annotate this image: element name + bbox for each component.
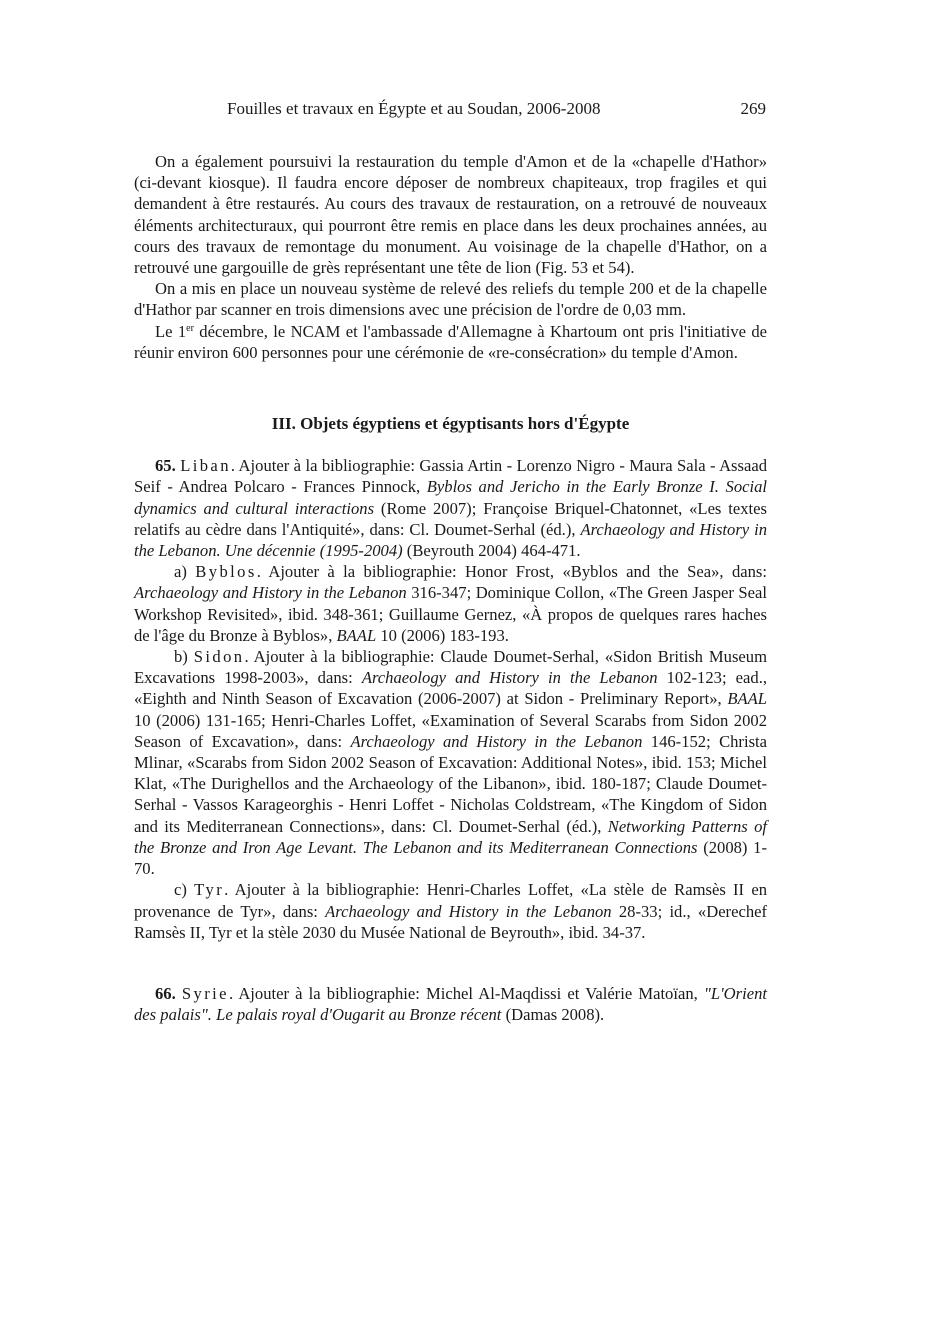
subentry-place: Tyr bbox=[194, 880, 225, 900]
book-title: Archaeology and History in the Lebanon bbox=[134, 583, 407, 603]
entry-text: (2008) 1-70. bbox=[134, 837, 768, 879]
entry-text: (Damas 2008). bbox=[501, 1005, 605, 1025]
entry-text: 10 (2006) 131-165; Henri-Charles Loffet, «Examination of Several Scarabs from Sidon 2002 Season of Excavation», dans: bbox=[134, 710, 767, 751]
paragraph-text: On a mis en place un nouveau système de relevé des reliefs du temple 200 et de la chapelle d'Hathor par scanner en trois dimensions avec une précision de l'ordre de 0,03 mm. bbox=[134, 279, 767, 320]
subentry-sidon bbox=[134, 646, 767, 879]
document-page bbox=[134, 96, 767, 1025]
book-title: "L'Orient des palais". Le palais royal d'Ougarit au Bronze récent bbox=[134, 983, 767, 1025]
paragraph-text: décembre, le NCAM et l'ambassade d'Allemagne à Khartoum ont pris l'initiative de réunir environ 600 personnes pour une cérémonie de «re-consécration» du temple d'Amon. bbox=[134, 321, 767, 362]
book-title: Networking Patterns of the Bronze and Iron Age Levant. The Lebanon and its Mediterranean Connections bbox=[134, 816, 768, 857]
journal-title: BAAL bbox=[727, 689, 767, 709]
entry-number: 66. bbox=[155, 983, 176, 1003]
page-number: 269 bbox=[740, 99, 766, 118]
subentry-label: a) bbox=[174, 562, 196, 582]
book-title: Archaeology and History in the Lebanon bbox=[350, 731, 643, 751]
running-header bbox=[134, 96, 767, 120]
subentry-label: c) bbox=[174, 880, 195, 900]
entry-text: (Beyrouth 2004) 464-471. bbox=[402, 541, 581, 561]
paragraph-survey bbox=[134, 278, 767, 320]
entry-text: . Ajouter à la bibliographie: Michel Al-Maqdissi et Valérie Matoïan, bbox=[228, 983, 704, 1003]
book-title: Archaeology and History in the Lebanon bbox=[361, 668, 658, 688]
paragraph-text: On a également poursuivi la restauration du temple d'Amon et de la «chapelle d'Hathor» (ci-devant kiosque). Il faudra encore déposer de nombreux chapiteaux, trop fragiles et qui demandent à être restaurés. Au cours des travaux de restauration, on a retrouvé de nouveaux éléments architecturaux, qui pourront être remis en place dans les deux prochaines années, au cours des travaux de remontage du monument. Au voisinage de la chapelle d'Hathor, on a retrouvé une gargouille de grès représentant une tête de lion (Fig. 53 et 54). bbox=[134, 152, 767, 278]
book-title: Archaeology and History in the Lebanon bbox=[325, 901, 612, 921]
running-title: Fouilles et travaux en Égypte et au Soudan, 2006-2008 bbox=[227, 99, 601, 118]
entry-text: 146-152; Christa Mlinar, «Scarabs from Sidon 2002 Season of Excavation: Additional Notes», ibid. 153; Michel Klat, «The Durighellos and the Archaeology of the Libanon», ibid. 180-187; Claude Doumet-Serhal - Vassos Karageorghis - Henri Loffet - Nicholas Coldstream, «The Kingdom of Sidon and its Mediterranean Connections», dans: Cl. Doumet-Serhal (éd.), bbox=[134, 731, 768, 836]
journal-title: BAAL bbox=[336, 625, 377, 645]
entry-65 bbox=[134, 455, 767, 561]
entry-text: 28-33; id., «Derechef Ramsès II, Tyr et la stèle 2030 du Musée National de Beyrouth», ibid. 34-37. bbox=[134, 901, 768, 942]
entry-text: 10 (2006) 183-193. bbox=[376, 625, 509, 645]
entry-text: 316-347; Dominique Collon, «The Green Jasper Seal Workshop Revisited», ibid. 348-361; Guillaume Gernez, «À propos de quelques rares haches de l'âge du Bronze à Byblos», bbox=[134, 583, 767, 645]
subentry-label: b) bbox=[174, 647, 194, 667]
entry-country: Syrie bbox=[181, 983, 229, 1003]
paragraph-ceremony bbox=[134, 321, 767, 363]
entry-text: . Ajouter à la bibliographie: Claude Doumet-Serhal, «Sidon British Museum Excavations 1998-2003», dans: bbox=[134, 647, 767, 688]
entry-66 bbox=[134, 983, 767, 1025]
entry-number: 65. bbox=[155, 456, 176, 476]
entry-text: . Ajouter à la bibliographie: Henri-Charles Loffet, «La stèle de Ramsès II en provenance de Tyr», dans: bbox=[134, 880, 767, 921]
entry-country: Liban bbox=[180, 456, 231, 476]
paragraph-text: Le 1 bbox=[155, 321, 187, 341]
entry-text: . Ajouter à la bibliographie: Gassia Artin - Lorenzo Nigro - Maura Sala - Assaad Seif - Andrea Polcaro - Frances Pinnock, bbox=[134, 456, 767, 497]
book-title: Archaeology and History in the Lebanon. Une décennie (1995-2004) bbox=[134, 519, 767, 561]
entry-text: . Ajouter à la bibliographie: Honor Frost, «Byblos and the Sea», dans: bbox=[256, 562, 767, 582]
subentry-tyr bbox=[134, 879, 767, 943]
subentry-place: Sidon bbox=[193, 647, 245, 667]
section-heading: III. Objets égyptiens et égyptisants hors d'Égypte bbox=[271, 414, 630, 434]
entry-text: 102-123; ead., «Eighth and Ninth Season of Excavation (2006-2007) at Sidon - Preliminary Report», bbox=[134, 668, 767, 709]
entry-text: (Rome 2007); Françoise Briquel-Chatonnet, «Les textes relatifs au cèdre dans l'Antiquité», dans: Cl. Doumet-Serhal (éd.), bbox=[134, 498, 767, 539]
paragraph-restoration bbox=[134, 151, 767, 278]
subentry-place: Byblos bbox=[195, 562, 257, 582]
body-text bbox=[134, 151, 767, 1025]
book-title: Byblos and Jericho in the Early Bronze I. Social dynamics and cultural interactions bbox=[134, 477, 767, 518]
subentry-byblos bbox=[134, 561, 767, 646]
ordinal-superscript: er bbox=[186, 322, 194, 334]
